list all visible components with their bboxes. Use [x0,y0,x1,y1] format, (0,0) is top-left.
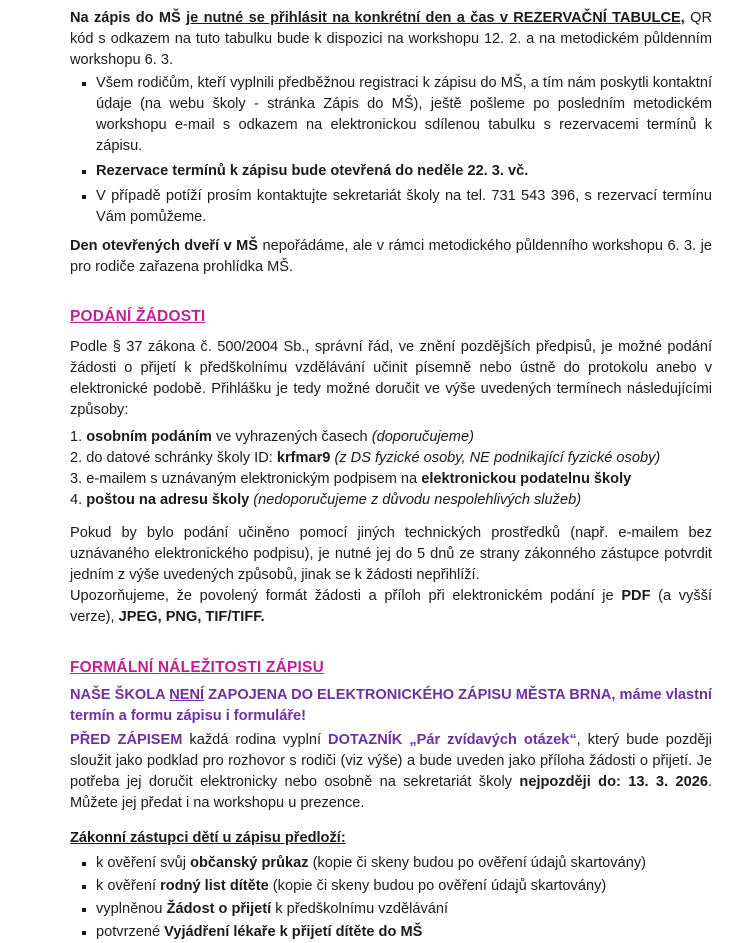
bullet-item-birth-certificate [70,876,712,897]
notice-text: NAŠE ŠKOLA [70,687,170,703]
questionnaire-regular-text: každá rodina vyplní [189,732,329,748]
doc-regular-text: vyplněnou [96,901,167,917]
school-notice-paragraph [70,685,712,727]
open-day-regular-text: nepořádáme, ale v rámci metodického půldenního workshopu 6. 3. je pro rodiče zařazena prohlídka MŠ. [70,238,712,275]
intro-bold-underline-text: je nutné se přihlásit na konkrétní den a čas v REZERVAČNÍ TABULCE, [186,10,685,26]
bullet-icon [82,931,86,935]
method-italic-text: (doporučujeme) [371,429,474,445]
formats-list-bold-text: JPEG, PNG, TIF/TIFF. [118,609,265,625]
questionnaire-regular-text: . Můžete jej předat i na workshopu u prezence. [70,774,713,811]
bullet-text: V případě potíží prosím kontaktujte sekretariát školy na tel. 731 543 396, s rezervací termínu Vám pomůžeme. [96,188,712,225]
method-number: 3. [70,471,87,487]
reservation-bullet-list [70,73,712,228]
doc-regular-text: k ověření [96,878,161,894]
bullet-item-doctor-statement [70,922,712,943]
doc-bold-text: rodný list dítěte [160,878,269,894]
intro-paragraph [70,8,712,71]
bullet-text: Rezervace termínů k zápisu bude otevřená do neděle 22. 3. vč. [96,163,529,179]
method-regular-text: do datové schránky školy ID: [86,450,277,466]
submission-methods-list [70,427,712,511]
questionnaire-regular-text: , který bude později sloužit jako podklad pro rozhovor s rodiči (viz výše) a bude uveden jako příloha žádosti o přijetí. Je potřeba jej doručit elektronicky nebo osobně na sekretariát školy [70,732,712,790]
documents-bullet-list [70,853,712,943]
doc-bold-text: občanský průkaz [190,855,309,871]
bullet-item-reservation-deadline [70,161,712,182]
doc-regular-text: (kopie či skeny budou po ověření údajů skartovány) [308,855,646,871]
method-item-databox [70,448,712,469]
bullet-text: Všem rodičům, kteří vyplnili předběžnou registraci k zápisu do MŠ, a tím nám poskytli kontaktní údaje (na webu školy - stránka Zápis do MŠ), ještě pošleme po posledním metodickém workshopu e-mail s odkazem na elektronickou sdílenou tabulku s rezervacemi termínů k zápisu. [96,75,712,154]
intro-bold-text: Na zápis do MŠ [70,10,187,26]
method-number: 1. [70,429,87,445]
method-italic-text: (z DS fyzické osoby, NE podnikající fyzické osoby) [330,450,661,466]
notice-underline-text: NENÍ [169,687,205,703]
doc-bold-text: Žádost o přijetí [166,901,272,917]
method-item-post [70,490,712,511]
bullet-item-id-card [70,853,712,874]
bullet-item-phone-help [70,186,712,228]
law-paragraph: Podle § 37 zákona č. 500/2004 Sb., správní řád, ve znění pozdějších předpisů, je možné podání žádosti o přijetí k předškolnímu vzdělávání učinit písemně nebo ústně do protokolu anebo v elektronické podobě. Přihlášku je tedy možné doručit ve výše uvedených termínech následujícími způsoby: [70,339,712,418]
method-number: 2. [70,450,87,466]
doc-regular-text: potvrzené [96,924,165,940]
intro-regular-text: QR kód s odkazem na tuto tabulku bude k dispozici na workshopu 12. 2. a na metodickém půldenním workshopu 6. 3. [70,10,712,68]
doc-bold-text: Vyjádření lékaře k přijetí dítěte do MŠ [164,924,423,940]
method-bold-text: krfmar9 [276,450,331,466]
method-bold-text: osobním podáním [86,429,212,445]
bullet-icon [82,170,86,174]
method-regular-text: ve vyhrazených časech [211,429,372,445]
questionnaire-paragraph [70,730,712,814]
bullet-icon [82,195,86,199]
notice-text: ZAPOJENA DO ELEKTRONICKÉHO ZÁPISU MĚSTA BRNA, máme vlastní termín a formu zápisu i formuláře! [70,687,712,724]
other-means-paragraph: Pokud by bylo podání učiněno pomocí jiných technických prostředků (např. e-mailem bez uznávaného elektronického podpisu), je nutné jej do 5 dnů ze strany zákonného zástupce potvrdit jedním z výše uvedených způsobů, jinak se k žádosti nepřihlíží. [70,525,712,583]
open-day-bold-text: Den otevřených dveří v MŠ [70,238,263,254]
bullet-icon [82,862,86,866]
questionnaire-title-bold-text: DOTAZNÍK „Pár zvídavých otázek“ [328,732,577,748]
documents-heading: Zákonní zástupci dětí u zápisu předloží: [70,830,346,846]
method-number: 4. [70,492,87,508]
bullet-icon [82,82,86,86]
formats-regular-text: (a vyšší verze), [70,588,713,625]
doc-regular-text: (kopie či skeny budou po ověření údajů skartovány) [268,878,607,894]
open-day-paragraph [70,236,712,278]
bullet-item-registration [70,73,712,157]
method-item-email [70,469,712,490]
bullet-icon [82,908,86,912]
formats-pdf-bold-text: PDF [621,588,651,604]
doc-regular-text: k předškolnímu vzdělávání [271,901,449,917]
formats-regular-text: Upozorňujeme, že povolený formát žádosti a příloh při elektronickém podání je [70,588,622,604]
bullet-icon [82,885,86,889]
method-bold-text: elektronickou podatelnu školy [421,471,632,487]
section-heading-formalni-nalezitosti: FORMÁLNÍ NÁLEŽITOSTI ZÁPISU [70,659,324,676]
method-italic-text: (nedoporučujeme z důvodu nespolehlivých služeb) [249,492,582,508]
method-regular-text: e-mailem s uznávaným elektronickým podpisem na [86,471,422,487]
method-item-personal [70,427,712,448]
doc-regular-text: k ověření svůj [96,855,191,871]
allowed-formats-paragraph [70,586,712,628]
before-enrollment-bold-text: PŘED ZÁPISEM [70,732,190,748]
deadline-bold-text: nejpozději do: 13. 3. 2026 [519,774,708,790]
method-bold-text: poštou na adresu školy [86,492,250,508]
section-heading-podani-zadosti: PODÁNÍ ŽÁDOSTI [70,308,206,325]
